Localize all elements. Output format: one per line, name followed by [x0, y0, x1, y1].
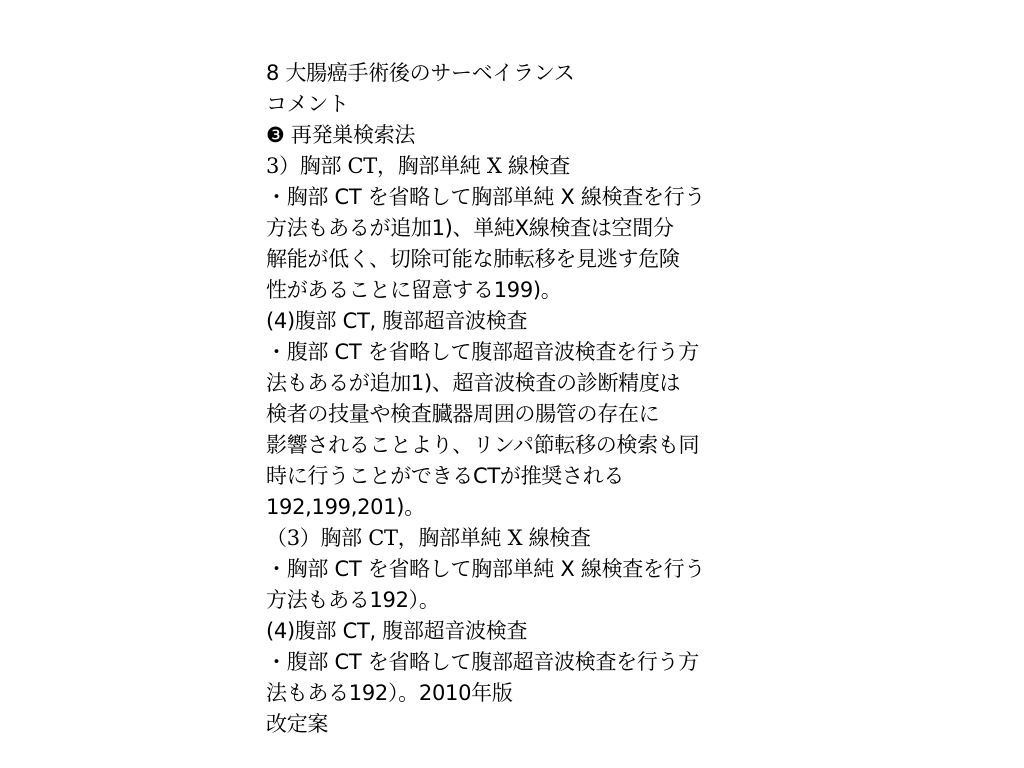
item-heading-chest: 3）胸部 CT，胸部単純 X 線検査: [266, 154, 571, 178]
revision-label: 改定案: [266, 712, 329, 736]
body-line: 法もあるが追加1)、超音波検査の診断精度は: [266, 371, 681, 395]
item-heading-abdomen-2010: (4)腹部 CT, 腹部超音波検査: [266, 619, 528, 643]
body-line: ・腹部 CT を省略して腹部超音波検査を行う方: [266, 650, 699, 674]
body-line: 時に行うことができるCTが推奨される: [266, 464, 625, 488]
body-line: 解能が低く、切除可能な肺転移を見逃す危険: [266, 247, 680, 271]
body-line: 検者の技量や検査臓器周囲の腸管の存在に: [266, 402, 660, 426]
body-line: ・腹部 CT を省略して腹部超音波検査を行う方: [266, 340, 699, 364]
subsection-heading: ❸ 再発巣検索法: [266, 123, 416, 147]
body-line: ・胸部 CT を省略して胸部単純 X 線検査を行う: [266, 557, 706, 581]
item-heading-chest-2010: （3）胸部 CT，胸部単純 X 線検査: [266, 526, 591, 550]
body-line: 192,199,201)。: [266, 495, 425, 519]
body-line: 法もある192）。2010年版: [266, 681, 513, 705]
body-line: 方法もあるが追加1)、単純X線検査は空間分: [266, 216, 674, 240]
slide-text-body: [266, 58, 766, 740]
section-heading: 8 大腸癌手術後のサーベイランス: [266, 61, 575, 85]
body-line: 性があることに留意する199)。: [266, 278, 562, 302]
body-line: 影響されることより、リンパ節転移の検索も同: [266, 433, 700, 457]
comment-label: コメント: [266, 92, 349, 116]
item-heading-abdomen: (4)腹部 CT, 腹部超音波検査: [266, 309, 528, 333]
body-line: ・胸部 CT を省略して胸部単純 X 線検査を行う: [266, 185, 706, 209]
body-line: 方法もある192）。: [266, 588, 440, 612]
